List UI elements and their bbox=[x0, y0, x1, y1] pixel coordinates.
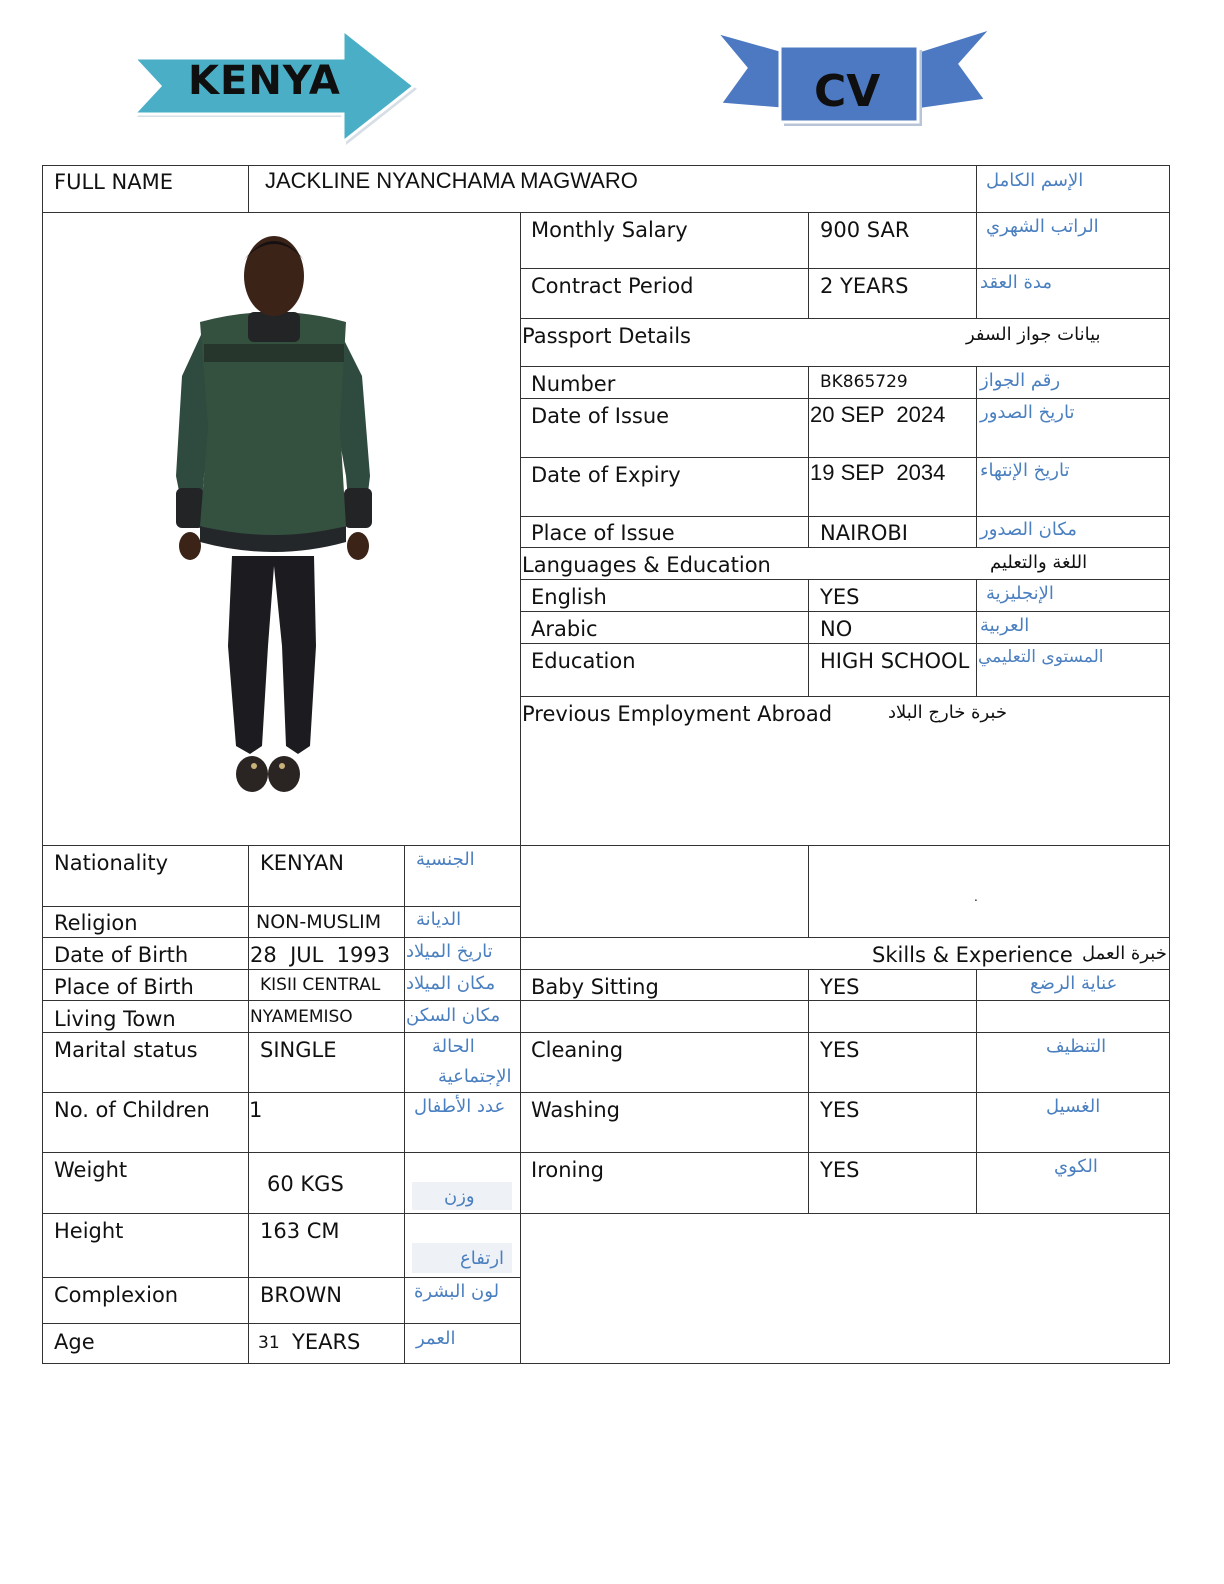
cleaning-label: Cleaning bbox=[531, 1038, 624, 1062]
contract-ar: مدة العقد bbox=[980, 272, 1052, 293]
full-name-value: JACKLINE NYANCHAMA MAGWARO bbox=[265, 168, 638, 193]
baby-sitting-ar: عناية الرضع bbox=[1030, 973, 1118, 994]
ironing-label: Ironing bbox=[531, 1158, 604, 1182]
nationality-value: KENYAN bbox=[260, 851, 345, 875]
ironing-ar: الكوي bbox=[1054, 1156, 1098, 1177]
english-value: YES bbox=[820, 585, 860, 609]
cleaning-ar: التنظيف bbox=[1046, 1036, 1107, 1057]
nationality-ar: الجنسية bbox=[416, 849, 475, 870]
complexion-value: BROWN bbox=[260, 1283, 343, 1307]
contract-label: Contract Period bbox=[531, 274, 694, 298]
age-value-number: 31 bbox=[258, 1333, 280, 1353]
baby-sitting-label: Baby Sitting bbox=[531, 975, 659, 999]
arabic-value: NO bbox=[820, 617, 853, 641]
english-ar: الإنجليزية bbox=[986, 583, 1054, 604]
town-ar: مكان السكن bbox=[406, 1005, 501, 1026]
complexion-ar: لون البشرة bbox=[414, 1281, 500, 1302]
weight-value: 60 KGS bbox=[267, 1172, 344, 1196]
cv-ribbon-text: CV bbox=[814, 66, 881, 117]
issue-date-ar: تاريخ الصدور bbox=[980, 402, 1075, 423]
children-ar: عدد الأطفال bbox=[414, 1096, 506, 1117]
height-ar: ارتفاع bbox=[460, 1248, 505, 1269]
pob-ar: مكان الميلاد bbox=[406, 973, 496, 994]
kenya-banner-text: KENYA bbox=[188, 58, 341, 104]
washing-value: YES bbox=[820, 1098, 860, 1122]
religion-label: Religion bbox=[54, 911, 138, 935]
salary-ar: الراتب الشهري bbox=[986, 216, 1099, 237]
town-value: NYAMEMISO bbox=[250, 1007, 353, 1027]
expiry-date-value: 19 SEP 2034 bbox=[810, 460, 946, 485]
skills-heading: Skills & Experience bbox=[872, 943, 1073, 967]
issue-date-value: 20 SEP 2024 bbox=[810, 402, 946, 427]
salary-label: Monthly Salary bbox=[531, 218, 688, 242]
weight-ar: وزن bbox=[444, 1186, 475, 1207]
dob-value: 28 JUL 1993 bbox=[250, 943, 391, 967]
issue-date-label: Date of Issue bbox=[531, 404, 670, 428]
employment-heading: Previous Employment Abroad bbox=[522, 702, 833, 726]
children-value: 1 bbox=[249, 1098, 263, 1122]
passport-heading-ar: بيانات جواز السفر bbox=[966, 324, 1101, 345]
washing-label: Washing bbox=[531, 1098, 621, 1122]
pob-label: Place of Birth bbox=[54, 975, 194, 999]
baby-sitting-value: YES bbox=[820, 975, 860, 999]
town-label: Living Town bbox=[54, 1007, 176, 1031]
age-ar: العمر bbox=[416, 1328, 456, 1349]
nationality-label: Nationality bbox=[54, 851, 169, 875]
age-value-unit: YEARS bbox=[292, 1330, 361, 1354]
passport-number-label: Number bbox=[531, 372, 616, 396]
passport-number-ar: رقم الجواز bbox=[980, 370, 1061, 391]
education-label: Education bbox=[531, 649, 636, 673]
weight-label: Weight bbox=[54, 1158, 128, 1182]
ironing-value: YES bbox=[820, 1158, 860, 1182]
full-name-ar: الإسم الكامل bbox=[986, 170, 1084, 191]
passport-number-value: BK865729 bbox=[820, 372, 908, 392]
religion-value: NON-MUSLIM bbox=[256, 911, 382, 933]
english-label: English bbox=[531, 585, 607, 609]
education-ar: المستوى التعليمي bbox=[978, 647, 1104, 667]
children-label: No. of Children bbox=[54, 1098, 210, 1122]
issue-place-ar: مكان الصدور bbox=[980, 519, 1077, 540]
education-value: HIGH SCHOOL bbox=[820, 649, 970, 673]
empty-cell-dot: . bbox=[974, 890, 978, 904]
washing-ar: الغسيل bbox=[1046, 1096, 1101, 1117]
marital-label: Marital status bbox=[54, 1038, 198, 1062]
full-name-label: FULL NAME bbox=[54, 170, 173, 194]
dob-ar: تاريخ الميلاد bbox=[406, 941, 493, 962]
pob-value: KISII CENTRAL bbox=[260, 975, 381, 995]
passport-heading: Passport Details bbox=[522, 324, 691, 348]
age-label: Age bbox=[54, 1330, 95, 1354]
complexion-label: Complexion bbox=[54, 1283, 179, 1307]
height-label: Height bbox=[54, 1219, 124, 1243]
religion-ar: الديانة bbox=[416, 909, 462, 930]
expiry-date-label: Date of Expiry bbox=[531, 463, 681, 487]
skills-heading-ar: خبرة العمل bbox=[1082, 943, 1167, 964]
marital-ar-line1: الحالة bbox=[432, 1036, 475, 1057]
issue-place-value: NAIROBI bbox=[820, 521, 908, 545]
height-value: 163 CM bbox=[260, 1219, 340, 1243]
marital-value: SINGLE bbox=[260, 1038, 337, 1062]
languages-heading-ar: اللغة والتعليم bbox=[990, 552, 1088, 573]
languages-heading: Languages & Education bbox=[522, 553, 771, 577]
salary-value: 900 SAR bbox=[820, 218, 910, 242]
expiry-date-ar: تاريخ الإنتهاء bbox=[980, 460, 1070, 481]
contract-value: 2 YEARS bbox=[820, 274, 909, 298]
marital-ar-line2: الإجتماعية bbox=[438, 1066, 512, 1087]
cleaning-value: YES bbox=[820, 1038, 860, 1062]
employment-heading-ar: خبرة خارج البلاد bbox=[888, 702, 1007, 723]
dob-label: Date of Birth bbox=[54, 943, 189, 967]
issue-place-label: Place of Issue bbox=[531, 521, 675, 545]
arabic-label: Arabic bbox=[531, 617, 598, 641]
candidate-photo bbox=[170, 226, 380, 798]
arabic-ar: العربية bbox=[980, 615, 1030, 636]
